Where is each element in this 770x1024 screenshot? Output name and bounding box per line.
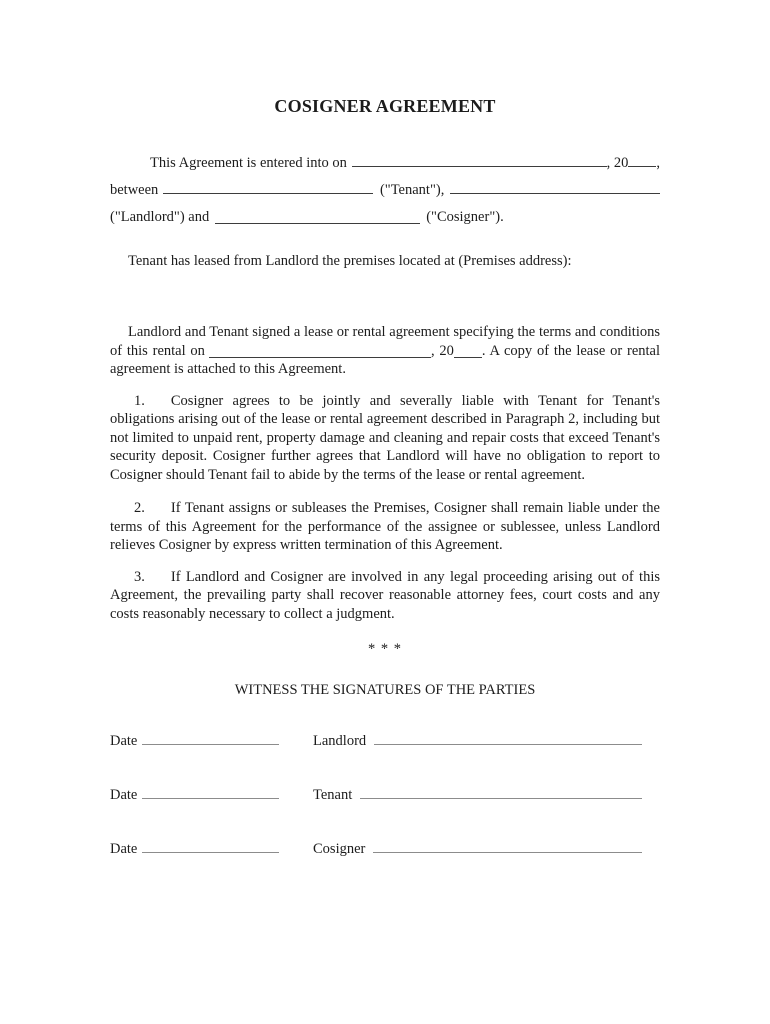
- lease-paragraph: [110, 323, 660, 379]
- cosigner-date-label: Date: [110, 841, 138, 857]
- cosigner-name-blank: [215, 222, 420, 224]
- numbered-paragraph-1: [110, 392, 660, 485]
- intro-line-2-tenant: ("Tenant"),: [379, 182, 445, 198]
- tenant-party-label: Tenant: [313, 787, 353, 803]
- tenant-name-blank: [163, 192, 373, 194]
- paragraph-1-number: 1.: [134, 392, 145, 409]
- lease-paragraph-part3: . A copy of the lease or rental agreement is attached to this Agreement.: [110, 342, 661, 377]
- lease-paragraph-part2: , 20: [430, 342, 454, 359]
- intro-line-3-cosigner: ("Cosigner").: [426, 209, 504, 225]
- landlord-signature-blank: [374, 743, 642, 745]
- landlord-date-blank: [142, 743, 279, 745]
- paragraph-3-number: 3.: [134, 568, 145, 585]
- intro-line-3-landlord-and: ("Landlord") and: [110, 209, 210, 225]
- landlord-date-label: Date: [110, 733, 138, 749]
- tenant-signature-blank: [360, 797, 642, 799]
- landlord-party-label: Landlord: [313, 733, 367, 749]
- intro-line-1: [110, 150, 660, 177]
- signature-row-cosigner: [110, 840, 660, 859]
- signature-section: [110, 732, 660, 859]
- agreement-date-blank: [352, 165, 607, 167]
- tenant-signature-group: [313, 786, 660, 805]
- lease-paragraph-part1: Landlord and Tenant signed a lease or rental agreement specifying the terms and conditions of this rental on: [110, 324, 660, 359]
- intro-line-1-year: , 20: [606, 155, 629, 171]
- intro-line-3: [110, 204, 660, 231]
- cosigner-date-blank: [142, 851, 279, 853]
- paragraph-2-text: If Tenant assigns or subleases the Premises, Cosigner shall remain liable under the terms of this Agreement for the performance of the assignee or sublessee, unless Landlord relieves Cosigner by express written termination of this Agreement.: [110, 500, 660, 553]
- tenant-date-blank: [142, 797, 279, 799]
- rental-date-blank: [209, 356, 431, 358]
- cosigner-signature-blank: [373, 851, 642, 853]
- numbered-paragraph-2: [110, 499, 660, 555]
- intro-paragraph: [110, 150, 660, 231]
- landlord-name-blank: [450, 192, 660, 194]
- cosigner-party-label: Cosigner: [313, 841, 366, 857]
- cosigner-date-group: [110, 840, 313, 859]
- landlord-date-group: [110, 732, 313, 751]
- agreement-year-blank: [628, 165, 656, 167]
- numbered-paragraph-3: [110, 568, 660, 624]
- cosigner-signature-group: [313, 840, 660, 859]
- asterisk-separator: * * *: [368, 641, 402, 657]
- tenant-date-label: Date: [110, 787, 138, 803]
- intro-line-2: [110, 177, 660, 204]
- rental-year-blank: [454, 356, 482, 358]
- witness-heading: WITNESS THE SIGNATURES OF THE PARTIES: [234, 682, 536, 698]
- intro-line-1-comma: ,: [656, 155, 660, 171]
- signature-row-landlord: [110, 732, 660, 751]
- paragraph-2-number: 2.: [134, 500, 145, 516]
- tenant-date-group: [110, 786, 313, 805]
- premises-paragraph: Tenant has leased from Landlord the premises located at (Premises address):: [128, 253, 572, 269]
- signature-row-tenant: [110, 786, 660, 805]
- intro-line-2-between: between: [110, 182, 159, 198]
- document-title: COSIGNER AGREEMENT: [274, 96, 496, 116]
- landlord-signature-group: [313, 732, 660, 751]
- intro-line-1-text: This Agreement is entered into on: [150, 155, 347, 171]
- paragraph-1-text: Cosigner agrees to be jointly and severally liable with Tenant for Tenant's obligations arising out of the lease or rental agreement described in Paragraph 2, including but not limited to unpaid rent, property damage and cleaning and repair costs that exceed Tenant's security deposit. Cosigner further agrees that Landlord will have no obligation to report to Cosigner should Tenant fail to abide by the terms of the lease or rental agreement.: [110, 392, 660, 483]
- paragraph-3-text: If Landlord and Cosigner are involved in any legal proceeding arising out of this Agreement, the prevailing party shall recover reasonable attorney fees, court costs and any costs reasonably necessary to collect a judgment.: [110, 568, 660, 622]
